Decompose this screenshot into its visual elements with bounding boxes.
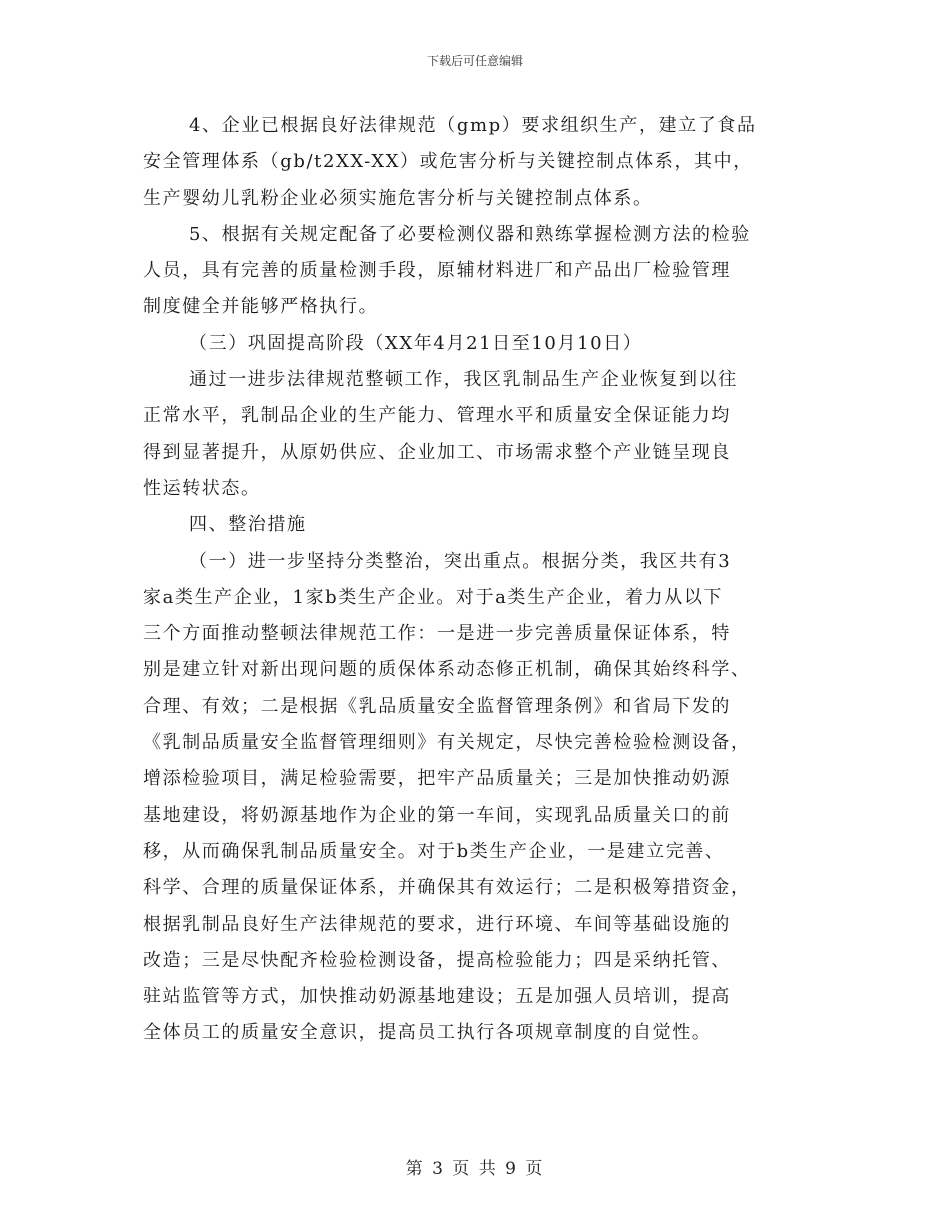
paragraph-line: 通过一进步法律规范整顿工作，我区乳制品生产企业恢复到以往 [189,369,738,391]
paragraph-line: 安全管理体系（gb/t2XX-XX）或危害分析与关键控制点体系，其中， [143,151,753,173]
paragraph-line: 三个方面推动整顿法律规范工作：一是进一步完善质量保证体系，特 [143,623,731,645]
paragraph-line: 全体员工的质量安全意识，提高员工执行各项规章制度的自觉性。 [143,1022,712,1044]
page-number: 第 3 页 共 9 页 [405,1159,545,1179]
paragraph-line: 性运转状态。 [143,477,261,499]
paragraph-line: 《乳制品质量安全监督管理细则》有关规定，尽快完善检验检测设备， [143,732,751,754]
document-body [143,108,813,1052]
page-header: 下载后可任意编辑 [426,54,523,68]
paragraph-line: 驻站监管等方式，加快推动奶源基地建设；五是加强人员培训，提高 [143,986,731,1008]
paragraph-line: 正常水平，乳制品企业的生产能力、管理水平和质量安全保证能力均 [143,405,731,427]
paragraph-line: （一）进一步坚持分类整治，突出重点。根据分类，我区共有3 [189,550,732,572]
paragraph-line: 生产婴幼儿乳粉企业必须实施危害分析与关键控制点体系。 [143,187,653,209]
paragraph-line: 合理、有效；二是根据《乳品质量安全监督管理条例》和省局下发的 [143,695,731,717]
paragraph-line: 改造；三是尽快配齐检验检测设备，提高检验能力；四是采纳托管、 [143,949,731,971]
section-heading: 四、整治措施 [189,514,307,536]
paragraph-line: 科学、合理的质量保证体系，并确保其有效运行；二是积极筹措资金， [143,877,751,899]
paragraph-line: 根据乳制品良好生产法律规范的要求，进行环境、车间等基础设施的 [143,913,731,935]
paragraph-line: 基地建设，将奶源基地作为企业的第一车间，实现乳品质量关口的前 [143,804,731,826]
paragraph-line: 制度健全并能够严格执行。 [143,296,379,318]
paragraph-line: 移，从而确保乳制品质量安全。对于b类生产企业，一是建立完善、 [143,840,725,862]
paragraph-line: 别是建立针对新出现问题的质保体系动态修正机制，确保其始终科学、 [143,659,751,681]
paragraph-line: 4、企业已根据良好法律规范（gmp）要求组织生产，建立了食品 [189,115,757,136]
paragraph-line: 增添检验项目，满足检验需要，把牢产品质量关；三是加快推动奶源 [143,768,731,790]
paragraph-line: 得到显著提升，从原奶供应、企业加工、市场需求整个产业链呈现良 [143,441,731,463]
section-heading: （三）巩固提高阶段（XX年4月21日至10月10日） [189,332,643,354]
paragraph-line: 家a类生产企业，1家b类生产企业。对于a类生产企业，着力从以下 [143,586,724,608]
paragraph-line: 5、根据有关规定配备了必要检测仪器和熟练掌握检测方法的检验 [189,223,751,245]
paragraph-line: 人员，具有完善的质量检测手段，原辅材料进厂和产品出厂检验管理 [143,260,731,282]
